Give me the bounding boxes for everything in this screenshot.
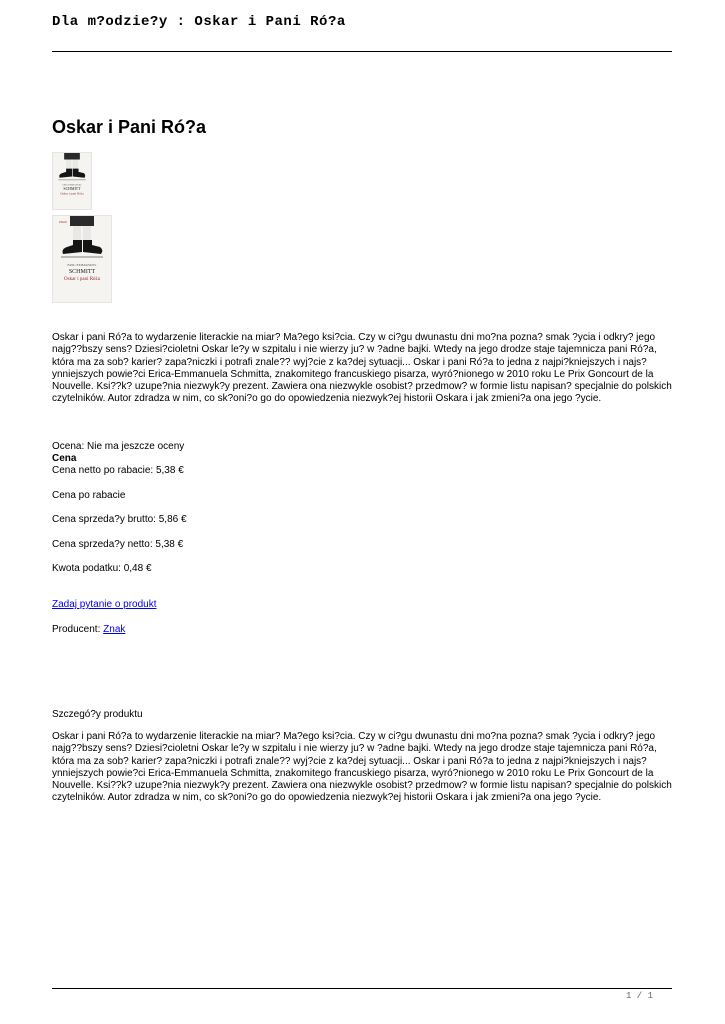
- cover-book-title: Oskar i pani Róża: [64, 277, 100, 282]
- header-divider: [52, 51, 672, 52]
- producer-label: Producent:: [52, 624, 101, 635]
- page-number: 1 / 1: [626, 991, 654, 1001]
- cover-book-title: Oskar i pani Róża: [60, 191, 84, 196]
- cover-badge: ZNAK: [59, 220, 68, 224]
- header-title: Dla m?odzie?y : Oskar i Pani Ró?a: [52, 14, 346, 30]
- book-cover-image: [53, 216, 111, 302]
- product-description: Oskar i pani Ró?a to wydarzenie literackie na miar? Ma?ego ksi?cia. Czy w ci?gu dwunastu dni mo?na pozna? smak ?ycia i odkry? jego najg??bszy sens? Dziesi?cioletni Oskar le?y w szpitalu i nie wierzy ju? w ?adne bajki. Wtedy na jego drodze staje tajemnicza pani Ró?a, która ma za sob? karier? zapa?niczki i potrafi znale?? wyj?cie z ka?dej sytuacji... Oskar i pani Ró?a to jedna z najpi?kniejszych i najs?ynniejszych powie?ci Erica-Emmanuela Schmitta, znakomitego francuskiego pisarza, wyró?nionego w 2010 roku Le Prix Goncourt de la Nouvelle. Ksi??k? uzupe?nia niezwyk?y prezent. Zawiera ona niezwykle osobist? przedmow? w formie listu napisan? specjalnie do polskich czytelników. Autor zdradza w nim, co sk?oni?o go do opowiedzenia niezwyk?ej historii Oskara i jak zmieni?a ona jego ?ycie.: [52, 332, 672, 405]
- price-after-discount-label: Cena po rabacie: [52, 490, 126, 501]
- ask-question-row: [52, 599, 157, 611]
- book-cover-thumbnail[interactable]: [52, 152, 92, 210]
- book-cover-image: [53, 153, 91, 209]
- footer-divider: [52, 988, 672, 989]
- rating-text: Ocena: Nie ma jeszcze oceny: [52, 441, 185, 452]
- price-heading: Cena: [52, 453, 77, 464]
- product-details-description: Oskar i pani Ró?a to wydarzenie literackie na miar? Ma?ego ksi?cia. Czy w ci?gu dwunastu dni mo?na pozna? smak ?ycia i odkry? jego najg??bszy sens? Dziesi?cioletni Oskar le?y w szpitalu i nie wierzy ju? w ?adne bajki. Wtedy na jego drodze staje tajemnicza pani Ró?a, która ma za sob? karier? zapa?niczki i potrafi znale?? wyj?cie z ka?dej sytuacji... Oskar i pani Ró?a to jedna z najpi?kniejszych i najs?ynniejszych powie?ci Erica-Emmanuela Schmitta, znakomitego francuskiego pisarza, wyró?nionego w 2010 roku Le Prix Goncourt de la Nouvelle. Ksi??k? uzupe?nia niezwyk?y prezent. Zawiera ona niezwykle osobist? przedmow? w formie listu napisan? specjalnie do polskich czytelników. Autor zdradza w nim, co sk?oni?o go do opowiedzenia niezwyk?ej historii Oskara i jak zmieni?a ona jego ?ycie.: [52, 731, 672, 804]
- producer-row: [52, 624, 125, 636]
- book-cover-large[interactable]: [52, 215, 112, 303]
- price-net: Cena sprzeda?y netto: 5,38 €: [52, 539, 184, 550]
- cover-author-surname: SCHMITT: [68, 269, 96, 275]
- details-heading: Szczegó?y produktu: [52, 709, 143, 720]
- price-gross: Cena sprzeda?y brutto: 5,86 €: [52, 514, 187, 525]
- cover-author: ERIC-EMMANUEL: [67, 263, 97, 267]
- ask-question-link[interactable]: Zadaj pytanie o produkt: [52, 599, 157, 610]
- producer-link[interactable]: Znak: [103, 624, 126, 635]
- page-title: Oskar i Pani Ró?a: [52, 117, 207, 137]
- price-net-after-discount: Cena netto po rabacie: 5,38 €: [52, 465, 184, 476]
- tax-amount: Kwota podatku: 0,48 €: [52, 563, 152, 574]
- cover-author: ERIC-EMMANUEL: [62, 184, 82, 187]
- cover-author-surname: SCHMITT: [63, 187, 81, 192]
